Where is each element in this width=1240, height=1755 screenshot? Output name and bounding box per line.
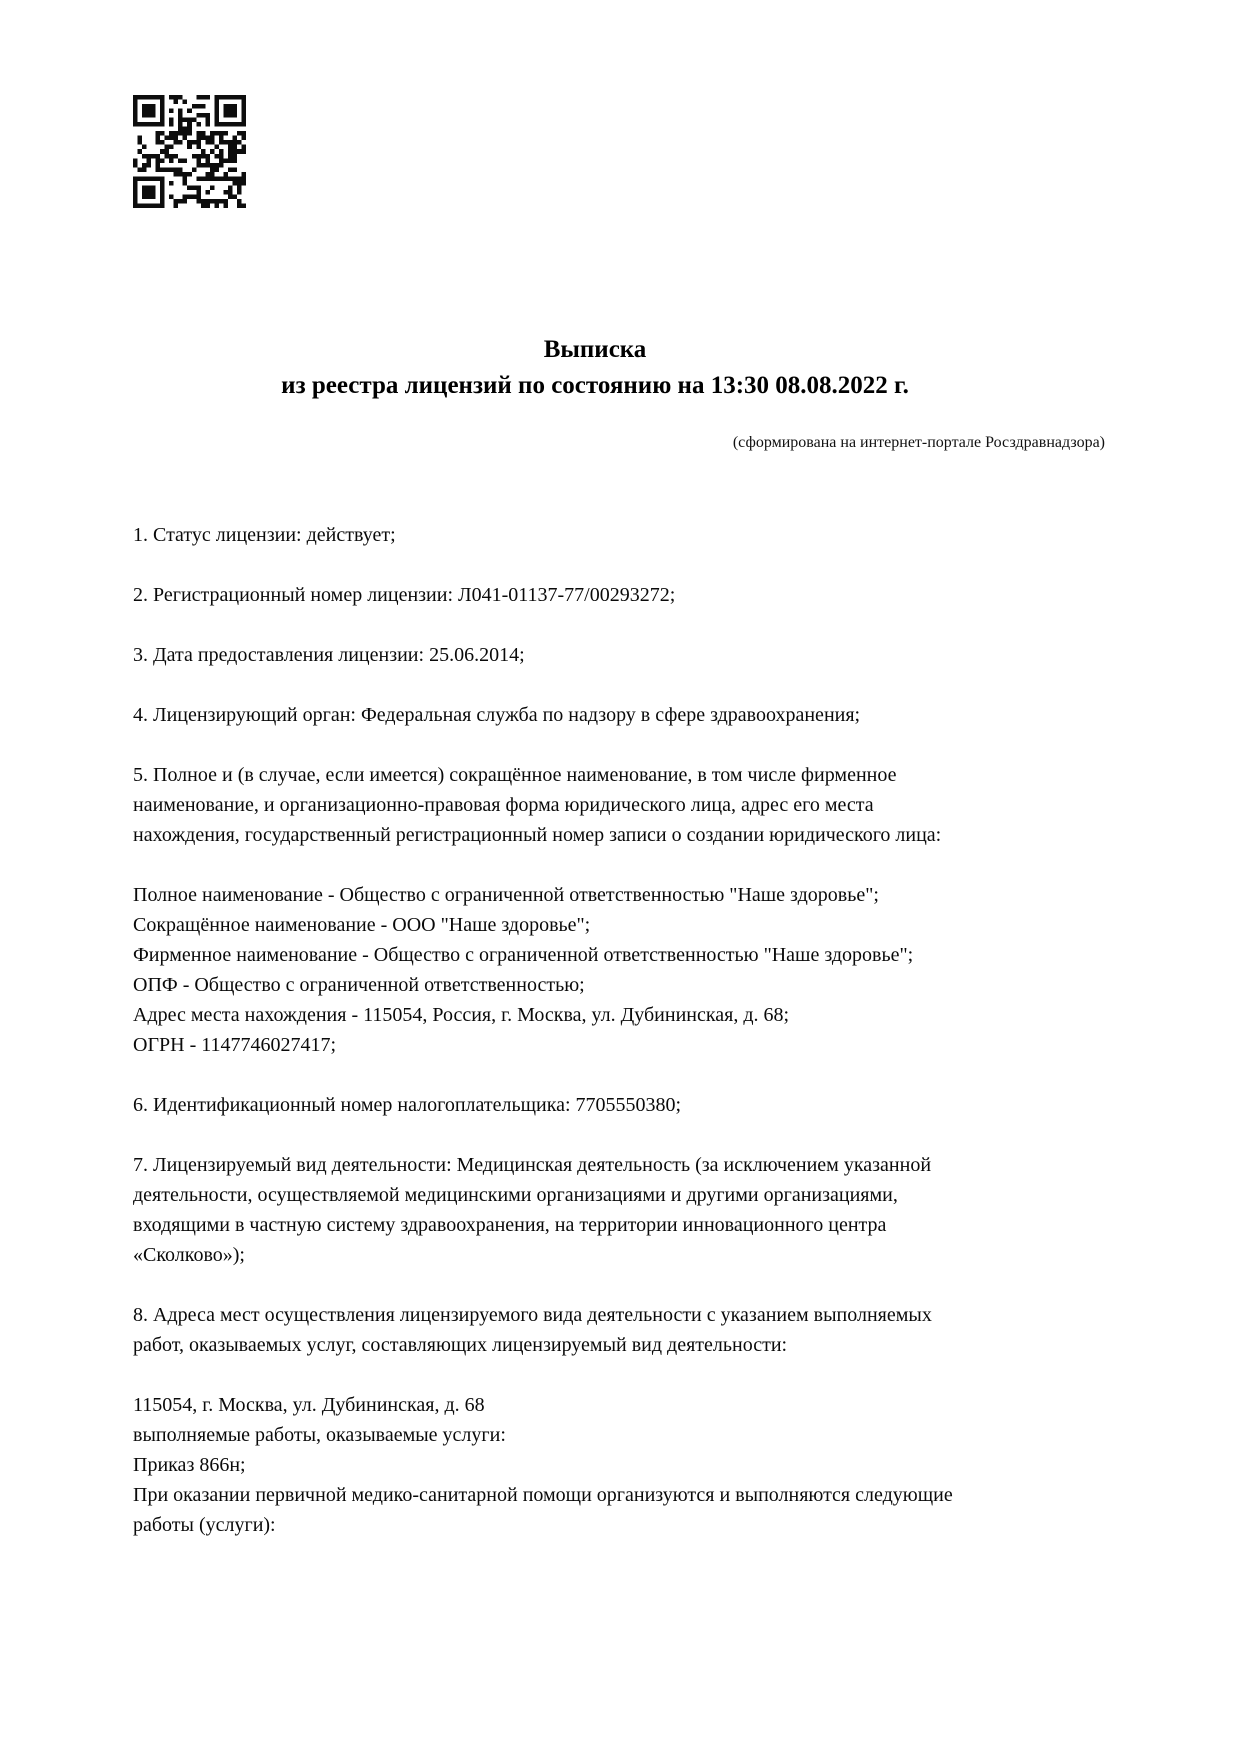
document-paragraph: 2. Регистрационный номер лицензии: Л041-01137-77/00293272; bbox=[133, 584, 676, 606]
page-title bbox=[133, 332, 1057, 404]
document-paragraph: 8. Адреса мест осуществления лицензируемого вида деятельности с указанием выполняемых работ, оказываемых услуг, составляющих лицензируемый вид деятельности: bbox=[133, 1304, 932, 1356]
document-paragraph: 7. Лицензируемый вид деятельности: Медицинская деятельность (за исключением указанной деятельности, осуществляемой медицинскими организациями и другими организациями, входящими в частную систему здравоохранения, на территории инновационного центра «Сколково»); bbox=[133, 1154, 932, 1266]
document-paragraph: 115054, г. Москва, ул. Дубининская, д. 68 выполняемые работы, оказываемые услуги: Приказ 866н; При оказании первичной медико-санитарной помощи организуются и выполняются следующие работы (услуги): bbox=[133, 1394, 953, 1536]
document-paragraph: 3. Дата предоставления лицензии: 25.06.2014; bbox=[133, 644, 525, 666]
document-paragraph: Полное наименование - Общество с ограниченной ответственностью "Наше здоровье"; Сокращённое наименование - ООО "Наше здоровье"; Фирменное наименование - Общество с ограниченной ответственностью "Наше здоровье"; ОПФ - Общество с ограниченной ответственностью; Адрес места нахождения - 115054, Россия, г. Москва, ул. Дубининская, д. 68; ОГРН - 1147746027417; bbox=[133, 884, 914, 1056]
document-paragraph: 5. Полное и (в случае, если имеется) сокращённое наименование, в том числе фирменное наименование, и организационно-правовая форма юридического лица, адрес его места нахождения, государственный регистрационный номер записи о создании юридического лица: bbox=[133, 764, 942, 846]
document-body bbox=[133, 520, 1133, 1570]
qr-code-icon bbox=[133, 95, 246, 208]
document-paragraph: 1. Статус лицензии: действует; bbox=[133, 524, 396, 546]
document-paragraph: 4. Лицензирующий орган: Федеральная служба по надзору в сфере здравоохранения; bbox=[133, 704, 861, 726]
page-subtitle: (сформирована на интернет-портале Росздравнадзора) bbox=[732, 434, 1105, 451]
page-title-line2: из реестра лицензий по состоянию на 13:30 08.08.2022 г. bbox=[281, 372, 909, 399]
document-paragraph: 6. Идентификационный номер налогоплательщика: 7705550380; bbox=[133, 1094, 682, 1116]
page-title-line1: Выписка bbox=[543, 336, 647, 363]
